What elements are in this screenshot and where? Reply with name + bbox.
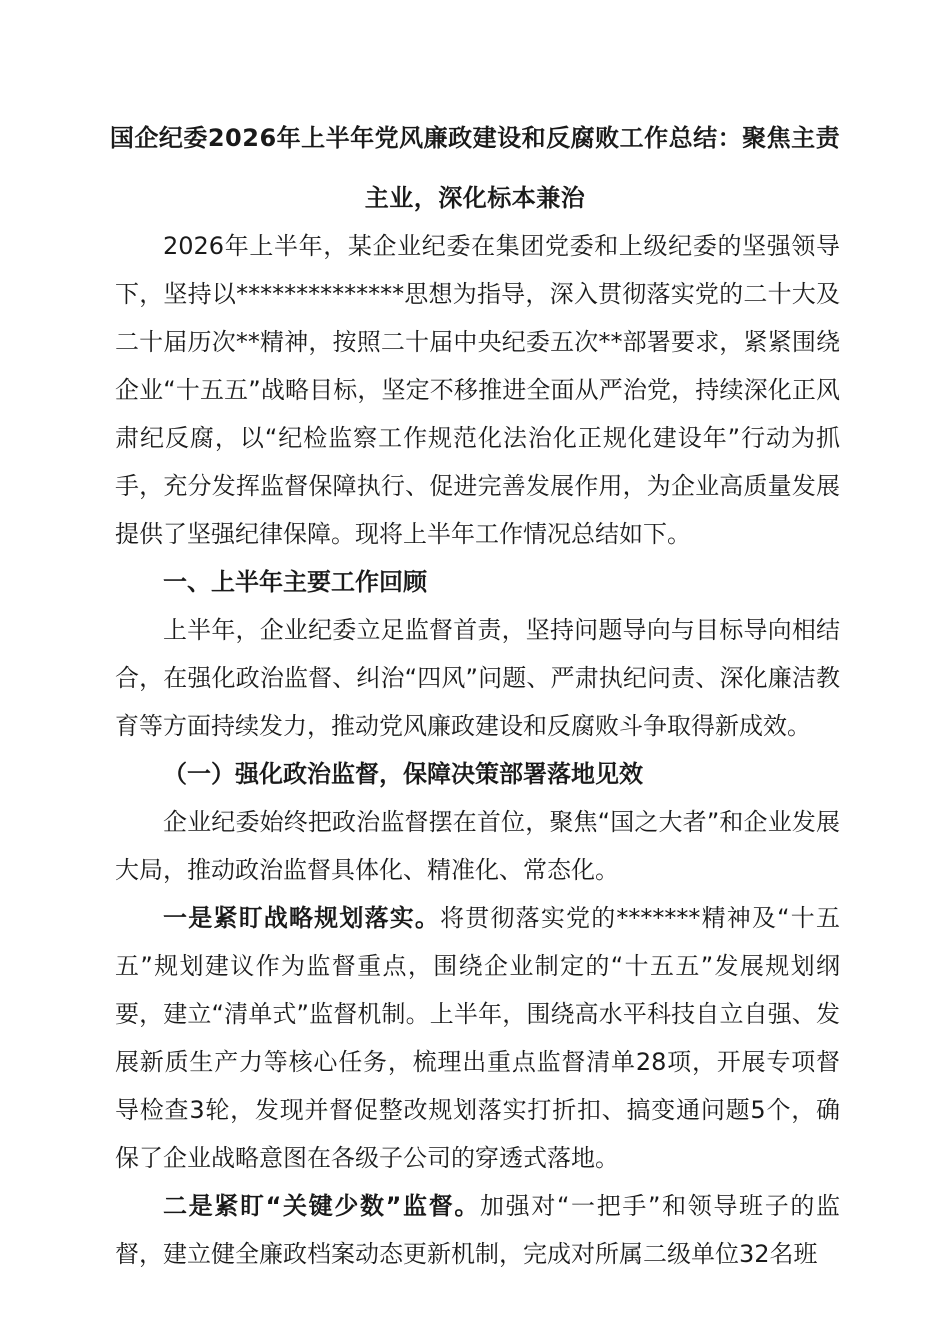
section-paragraph: 上半年，企业纪委立足监督首责，坚持问题导向与目标导向相结合，在强化政治监督、纠治“四风”问题、严肃执纪问责、深化廉洁教育等方面持续发力，推动党风廉政建设和反腐败斗争取得新成效。 [115, 616, 840, 740]
document-body [115, 222, 840, 1278]
document-title: 国企纪委2026年上半年党风廉政建设和反腐败工作总结：聚焦主责主业，深化标本兼治 [109, 124, 841, 212]
section-heading: 一、上半年主要工作回顾 [163, 568, 427, 596]
point-two-body: 加强对“一把手”和领导班子的监督，建立健全廉政档案动态更新机制，完成对所属二级单位32名班 [115, 1192, 840, 1268]
intro-paragraph: 2026年上半年，某企业纪委在集团党委和上级纪委的坚强领导下，坚持以**************思想为指导，深入贯彻落实党的二十大及二十届历次**精神，按照二十届中央纪委五次**部署要求，紧紧围绕企业“十五五”战略目标，坚定不移推进全面从严治党，持续深化正风肃纪反腐，以“纪检监察工作规范化法治化正规化建设年”行动为抓手，充分发挥监督保障执行、促进完善发展作用，为企业高质量发展提供了坚强纪律保障。现将上半年工作情况总结如下。 [115, 232, 840, 548]
point-two-lead: 二是紧盯“关键少数”监督。 [163, 1192, 481, 1220]
subsection-heading: （一）强化政治监督，保障决策部署落地见效 [163, 760, 643, 788]
subsection-paragraph: 企业纪委始终把政治监督摆在首位，聚焦“国之大者”和企业发展大局，推动政治监督具体化、精准化、常态化。 [115, 808, 840, 884]
point-one-body: 将贯彻落实党的*******精神及“十五五”规划建议作为监督重点，围绕企业制定的“十五五”发展规划纲要，建立“清单式”监督机制。上半年，围绕高水平科技自立自强、发展新质生产力等核心任务，梳理出重点监督清单28项，开展专项督导检查3轮，发现并督促整改规划落实打折扣、搞变通问题5个，确保了企业战略意图在各级子公司的穿透式落地。 [115, 904, 840, 1172]
point-two-paragraph [115, 1182, 840, 1278]
point-one-lead: 一是紧盯战略规划落实。 [163, 904, 441, 932]
point-one-paragraph [115, 894, 840, 1182]
